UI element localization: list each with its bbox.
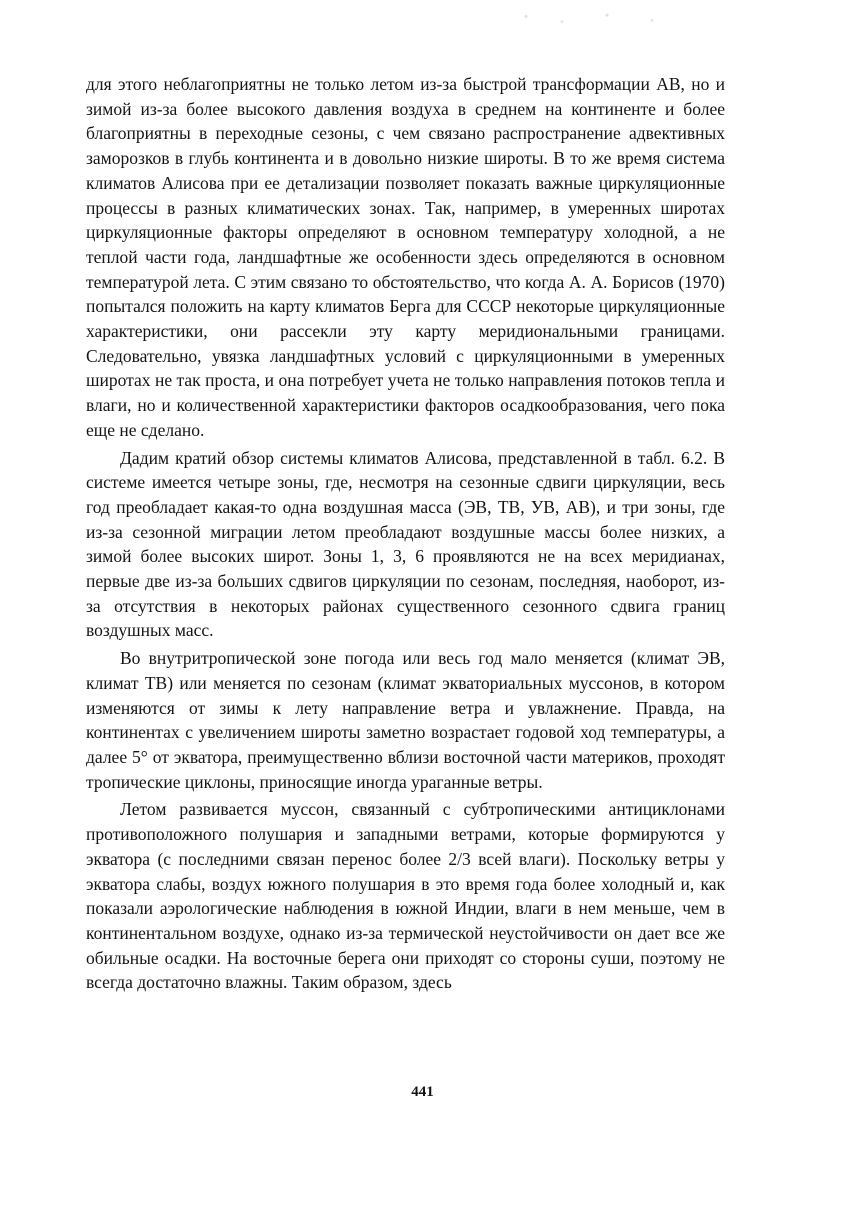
paragraph-2: Дадим кратий обзор системы климатов Алисова, представленной в табл. 6.2. В системе имеется четыре зоны, где, несмотря на сезонные сдвиги циркуляции, весь год преобладает какая-то одна воздушная масса (ЭВ, ТВ, УВ, АВ), и три зоны, где из-за сезонной миграции летом преобладают воздушные массы более низких, а зимой более высоких широт. Зоны 1, 3, 6 проявляются не на всех меридианах, первые две из-за больших сдвигов циркуляции по сезонам, последняя, наоборот, из-за отсутствия в некоторых районах существенного сезонного сдвига границ воздушных масс. — [86, 447, 725, 641]
page-number: 441 — [411, 1084, 434, 1100]
paragraph-1: для этого неблагоприятны не только летом из-за быстрой трансформации АВ, но и зимой из-за более высокого давления воздуха в среднем на континенте и более благоприятны в переходные сезоны, с чем связано распространение адвективных заморозков в глубь континента и в довольно низкие широты. В то же время система климатов Алисова при ее детализации позволяет показать важные циркуляционные процессы в разных климатических зонах. Так, например, в умеренных широтах циркуляционные факторы определяют в основном температуру холодной, а не теплой части года, ландшафтные же особенности здесь определяются в основном температурой лета. С этим связано то обстоятельство, что когда А. А. Борисов (1970) попытался положить на карту климатов Берга для СССР некоторые циркуляционные характеристики, они рассекли эту карту меридиональными границами. Следовательно, увязка ландшафтных условий с циркуляционными в умеренных широтах не так проста, и она потребует учета не только направления потоков тепла и влаги, но и количественной характеристики факторов осадкообразования, чего пока еще не сделано. — [86, 74, 725, 440]
paragraph-3: Во внутритропической зоне погода или весь год мало меняется (климат ЭВ, климат ТВ) или меняется по сезонам (климат экваториальных муссонов, в котором изменяются от зимы к лету направление ветра и увлажнение. Правда, на континентах с увеличением широты заметно возрастает годовой ход температуры, а далее 5° от экватора, преимущественно вблизи восточной части материков, проходят тропические циклоны, приносящие иногда ураганные ветры. — [86, 648, 725, 792]
paragraph-4: Летом развивается муссон, связанный с субтропическими антициклонами противоположного полушария и западными ветрами, которые формируются у экватора (с последними связан перенос более 2/3 всей влаги). Поскольку ветры у экватора слабы, воздух южного полушария в это время года более холодный и, как показали аэрологические наблюдения в южной Индии, влаги в нем меньше, чем в континентальном воздухе, однако из-за термической неустойчивости он дает все же обильные осадки. На восточные берега они приходят со стороны суши, поэтому не всегда достаточно влажны. Таким образом, здесь — [86, 799, 725, 993]
scan-noise — [508, 6, 688, 32]
